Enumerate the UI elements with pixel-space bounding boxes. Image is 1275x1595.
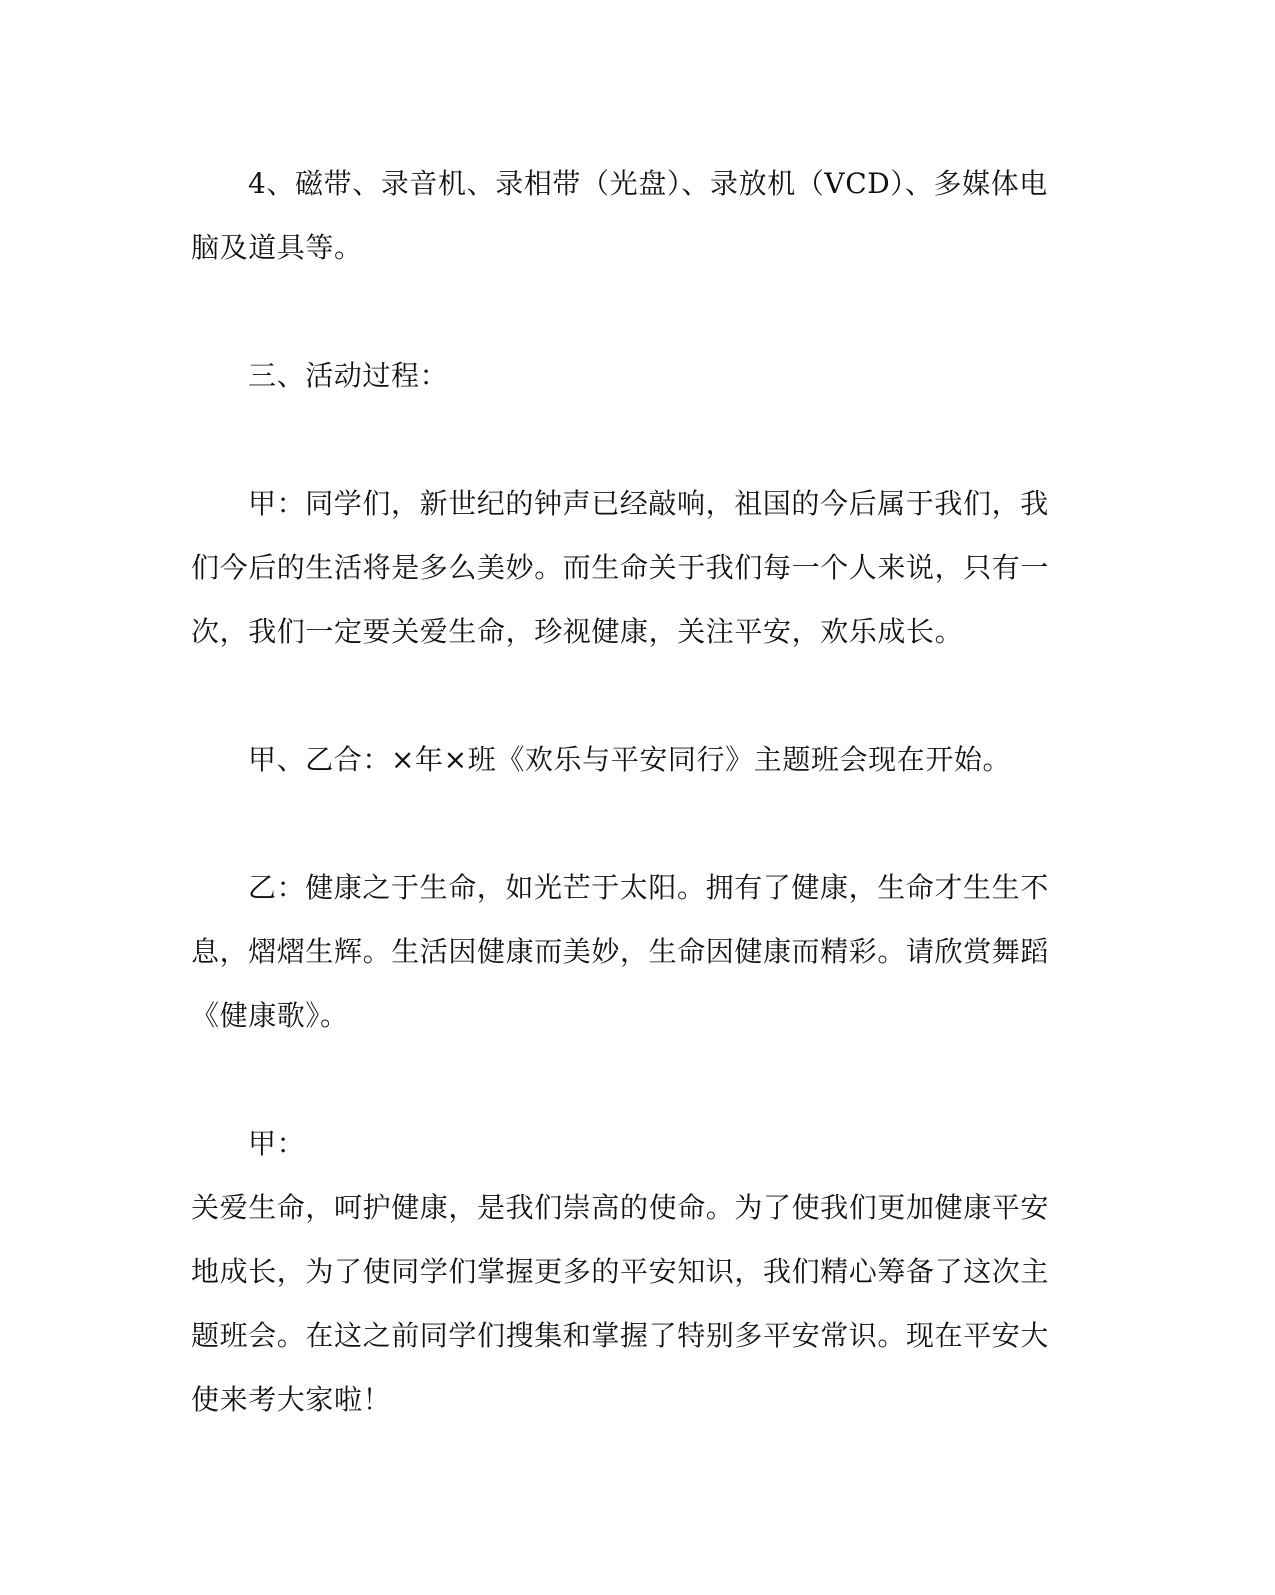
speaker-b-health-line-2: 息，熠熠生辉。生活因健康而美妙，生命因健康而精彩。请欣赏舞蹈 <box>191 935 1050 968</box>
speaker-a-safety-line-1: 关爱生命，呵护健康，是我们崇高的使命。为了使我们更加健康平安 <box>191 1191 1050 1224</box>
speaker-a-safety-line-3: 题班会。在这之前同学们搜集和掌握了特别多平安常识。现在平安大 <box>191 1319 1050 1352</box>
speakers-together-line: 甲、乙合：×年×班《欢乐与平安同行》主题班会现在开始。 <box>248 743 1012 776</box>
speaker-a-label: 甲： <box>248 1127 306 1160</box>
speaker-a-safety-line-4: 使来考大家啦！ <box>191 1383 392 1416</box>
equipment-item-4-line-1: 4、磁带、录音机、录相带（光盘）、录放机（VCD）、多媒体电 <box>248 167 1048 200</box>
speaker-a-opening-line-3: 次，我们一定要关爱生命，珍视健康，关注平安，欢乐成长。 <box>191 615 964 648</box>
section-heading: 三、活动过程： <box>248 359 449 392</box>
speaker-a-safety-line-2: 地成长，为了使同学们掌握更多的平安知识，我们精心筹备了这次主 <box>191 1255 1050 1288</box>
speaker-a-opening-line-2: 们今后的生活将是多么美妙。而生命关于我们每一个人来说，只有一 <box>191 551 1050 584</box>
speaker-b-health-line-3: 《健康歌》。 <box>191 999 349 1032</box>
equipment-item-4-line-2: 脑及道具等。 <box>191 231 363 264</box>
speaker-a-opening-line-1: 甲：同学们，新世纪的钟声已经敲响，祖国的今后属于我们，我 <box>248 487 1049 520</box>
speaker-b-health-line-1: 乙：健康之于生命，如光芒于太阳。拥有了健康，生命才生生不 <box>248 871 1049 904</box>
